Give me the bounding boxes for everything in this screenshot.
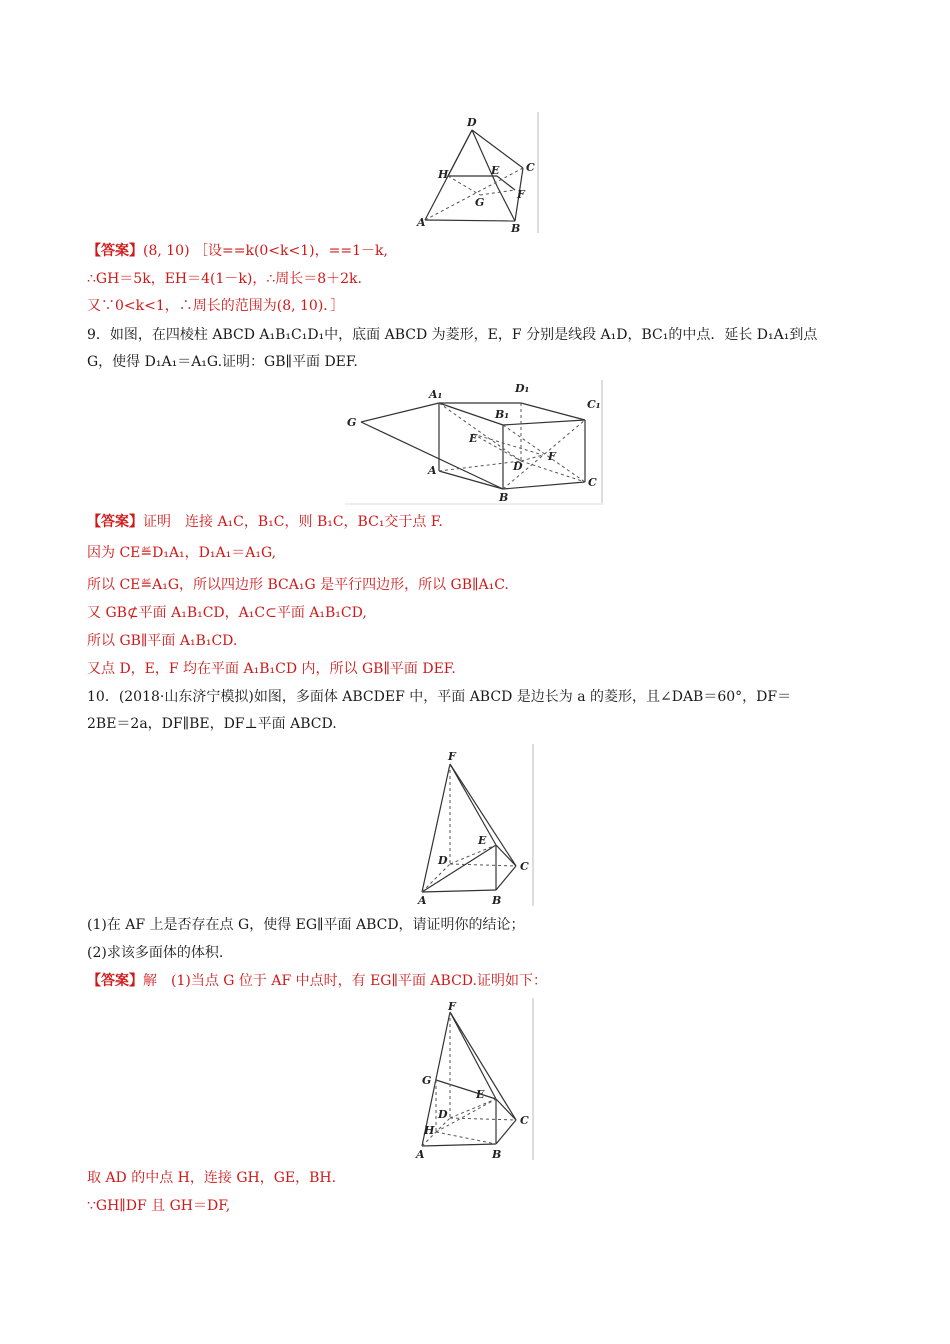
question-10-part-1: (1)在 AF 上是否存在点 G，使得 EG∥平面 ABCD，请证明你的结论；	[87, 917, 525, 933]
fig4-label-G: G	[422, 1074, 432, 1087]
fig1-label-G: G	[475, 196, 485, 209]
answer-tag: 【答案】	[87, 243, 143, 259]
answer-10-text-1: 解 (1)当点 G 位于 AF 中点时，有 EG∥平面 ABCD.证明如下：	[143, 973, 547, 989]
figure-2-prism	[343, 378, 605, 506]
fig2-label-D1: D₁	[515, 382, 530, 395]
fig1-label-B: B	[511, 222, 521, 235]
fig2-label-A1: A₁	[429, 388, 443, 401]
answer-9-line-1	[87, 513, 443, 531]
answer-10-line-2: 取 AD 的中点 H，连接 GH，GE，BH.	[87, 1170, 337, 1186]
answer-9-line-3: 所以 CE≝A₁G，所以四边形 BCA₁G 是平行四边形，所以 GB∥A₁C.	[87, 577, 509, 593]
answer-9-line-6: 又点 D，E，F 均在平面 A₁B₁CD 内，所以 GB∥平面 DEF.	[87, 661, 456, 677]
answer-8-line-3: 又∵0<k<1，∴周长的范围为(8, 10)．］	[87, 298, 345, 314]
fig4-label-B: B	[492, 1148, 502, 1161]
answer-9-line-2: 因为 CE≝D₁A₁，D₁A₁＝A₁G,	[87, 545, 277, 561]
fig1-label-C: C	[526, 161, 535, 174]
answer-8-line-2: ∴GH＝5k，EH＝4(1－k)，∴周长＝8＋2k.	[87, 271, 362, 287]
fig4-label-A: A	[416, 1148, 425, 1161]
fig3-label-D: D	[438, 854, 448, 867]
answer-10-line-3: ∵GH∥DF 且 GH＝DF,	[87, 1198, 231, 1214]
fig3-label-B: B	[492, 894, 502, 907]
fig2-label-A: A	[428, 464, 437, 477]
answer-9-line-5: 所以 GB∥平面 A₁B₁CD.	[87, 633, 238, 649]
fig2-label-D: D	[513, 460, 523, 473]
fig4-label-H: H	[424, 1124, 435, 1137]
question-9-line-2: G，使得 D₁A₁＝A₁G.证明：GB∥平面 DEF.	[87, 354, 358, 370]
figure-1-quadrilateral-prism	[405, 110, 540, 235]
fig2-label-C1: C₁	[587, 398, 601, 411]
fig1-label-H: H	[438, 168, 449, 181]
fig2-label-B: B	[499, 491, 509, 504]
fig1-label-D: D	[467, 116, 477, 129]
figure-4-polyhedron-with-midpoints	[412, 996, 536, 1162]
fig3-label-E: E	[478, 834, 487, 847]
answer-8-text-1: (8, 10) ［设==k(0<k<1)，==1－k,	[143, 243, 388, 259]
answer-tag: 【答案】	[87, 514, 143, 530]
question-10-part-2: (2)求该多面体的体积.	[87, 945, 224, 961]
fig2-label-E: E	[469, 432, 478, 445]
answer-9-line-4: 又 GB⊄平面 A₁B₁CD，A₁C⊂平面 A₁B₁CD,	[87, 605, 367, 621]
fig3-label-C: C	[520, 860, 529, 873]
fig1-label-E: E	[491, 164, 500, 177]
fig1-label-F: F	[517, 188, 525, 201]
answer-9-text-1: 证明 连接 A₁C，B₁C，则 B₁C，BC₁交于点 F.	[143, 514, 443, 530]
question-9-line-1: 9．如图，在四棱柱 ABCD A₁B₁C₁D₁中，底面 ABCD 为菱形，E，F 分别是线段 A₁D，BC₁的中点．延长 D₁A₁到点	[87, 327, 818, 343]
fig4-label-D: D	[438, 1108, 448, 1121]
fig2-label-F: F	[548, 450, 556, 463]
question-10-line-1: 10．(2018·山东济宁模拟)如图，多面体 ABCDEF 中，平面 ABCD 是边长为 a 的菱形，且∠DAB＝60°，DF＝	[87, 689, 792, 705]
fig3-label-F: F	[448, 750, 456, 763]
answer-8-line-1	[87, 242, 388, 260]
fig2-label-B1: B₁	[495, 408, 510, 421]
answer-tag: 【答案】	[87, 973, 143, 989]
fig1-label-A: A	[417, 216, 426, 229]
fig2-label-C: C	[588, 476, 597, 489]
fig2-label-G: G	[347, 416, 357, 429]
figure-3-polyhedron	[412, 742, 536, 908]
fig4-label-F: F	[448, 1000, 456, 1013]
answer-10-line-1	[87, 972, 547, 990]
question-10-line-2: 2BE＝2a，DF∥BE，DF⊥平面 ABCD.	[87, 716, 337, 732]
fig4-label-E: E	[476, 1088, 485, 1101]
fig4-label-C: C	[520, 1114, 529, 1127]
fig3-label-A: A	[418, 894, 427, 907]
